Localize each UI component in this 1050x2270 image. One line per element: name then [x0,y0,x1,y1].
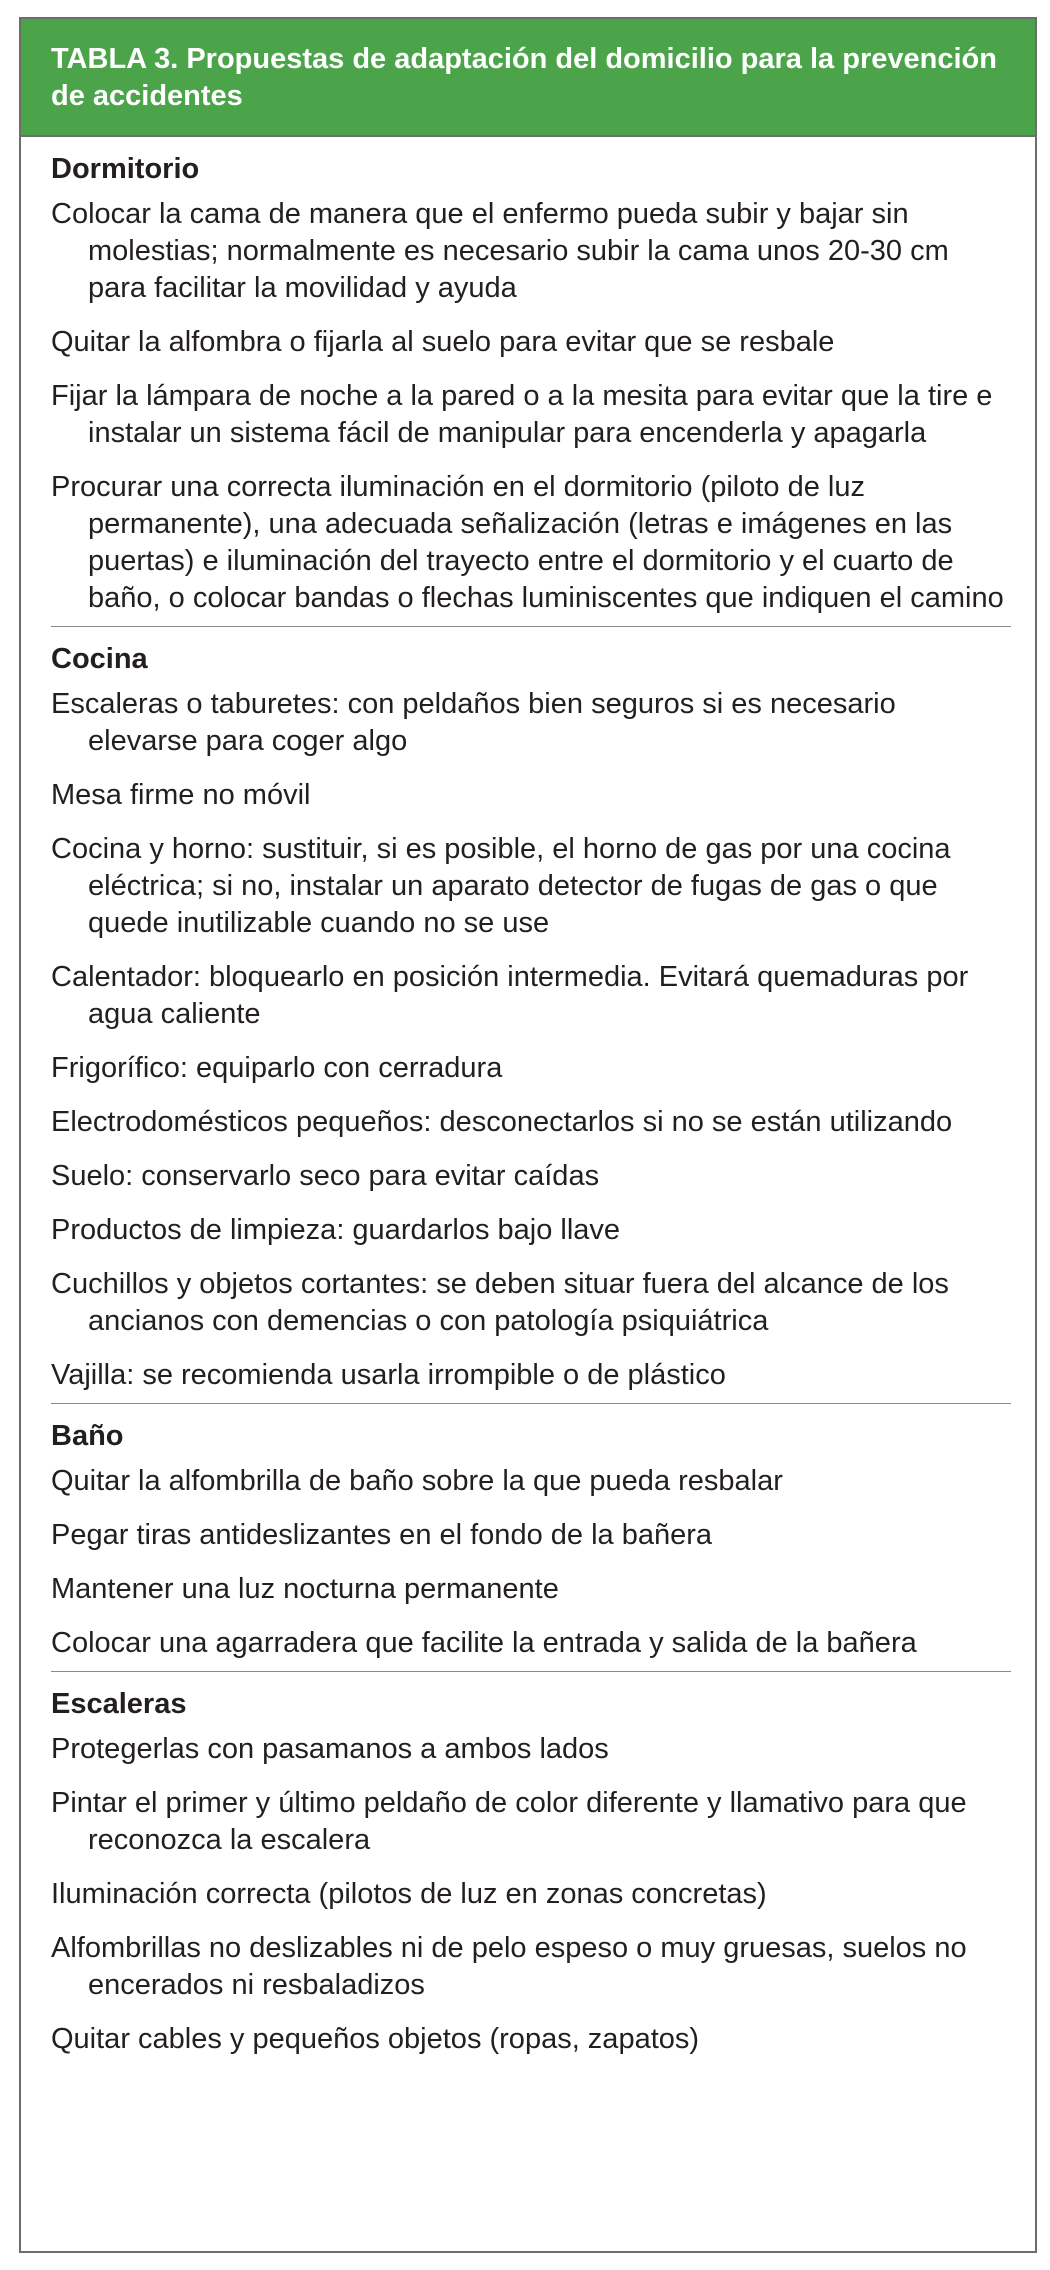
list-item: Colocar una agarradera que facilite la entrada y salida de la bañera [51,1627,917,1659]
section-title: Escaleras [51,1688,187,1720]
list-item: Pintar el primer y último peldaño de color diferente y llamativo para que reconozca la escalera [51,1787,967,1856]
table-body [21,137,1035,2067]
list-item: Alfombrillas no deslizables ni de pelo espeso o muy gruesas, suelos no encerados ni resbaladizos [51,1932,967,2001]
section-title: Baño [51,1420,124,1452]
list-item: Procurar una correcta iluminación en el dormitorio (piloto de luz permanente), una adecuada señalización (letras e imágenes en las puertas) e iluminación del trayecto entre el dormitorio y el cuarto de baño, o colocar bandas o flechas luminiscentes que indiquen el camino [51,471,1004,614]
adaptation-table [19,17,1037,2253]
list-item: Quitar la alfombra o fijarla al suelo para evitar que se resbale [51,326,835,358]
section-bano [51,1404,1011,1672]
list-item: Mantener una luz nocturna permanente [51,1573,559,1605]
list-item: Suelo: conservarlo seco para evitar caídas [51,1160,600,1192]
list-item: Quitar cables y pequeños objetos (ropas, zapatos) [51,2023,700,2055]
section-title: Dormitorio [51,153,200,185]
list-item: Colocar la cama de manera que el enfermo pueda subir y bajar sin molestias; normalmente es necesario subir la cama unos 20-30 cm para facilitar la movilidad y ayuda [51,198,949,304]
table-header [21,19,1035,137]
list-item: Protegerlas con pasamanos a ambos lados [51,1733,609,1765]
list-item: Electrodomésticos pequeños: desconectarlos si no se están utilizando [51,1106,953,1138]
section-cocina [51,627,1011,1404]
list-item: Pegar tiras antideslizantes en el fondo de la bañera [51,1519,712,1551]
list-item: Mesa firme no móvil [51,779,311,811]
list-item: Cocina y horno: sustituir, si es posible, el horno de gas por una cocina eléctrica; si no, instalar un aparato detector de fugas de gas o que quede inutilizable cuando no se use [51,833,951,939]
list-item: Fijar la lámpara de noche a la pared o a la mesita para evitar que la tire e instalar un sistema fácil de manipular para encenderla y apagarla [51,380,993,449]
table-title: TABLA 3. Propuestas de adaptación del domicilio para la prevención de accidentes [51,43,997,112]
section-dormitorio [51,137,1011,627]
list-item: Vajilla: se recomienda usarla irrompible o de plástico [51,1359,726,1391]
list-item: Iluminación correcta (pilotos de luz en zonas concretas) [51,1878,767,1910]
section-title: Cocina [51,643,148,675]
list-item: Escaleras o taburetes: con peldaños bien seguros si es necesario elevarse para coger algo [51,688,896,757]
section-escaleras [51,1672,1011,2067]
list-item: Calentador: bloquearlo en posición intermedia. Evitará quemaduras por agua caliente [51,961,969,1030]
list-item: Quitar la alfombrilla de baño sobre la que pueda resbalar [51,1465,783,1497]
list-item: Frigorífico: equiparlo con cerradura [51,1052,503,1084]
list-item: Productos de limpieza: guardarlos bajo llave [51,1214,621,1246]
list-item: Cuchillos y objetos cortantes: se deben situar fuera del alcance de los ancianos con demencias o con patología psiquiátrica [51,1268,949,1337]
